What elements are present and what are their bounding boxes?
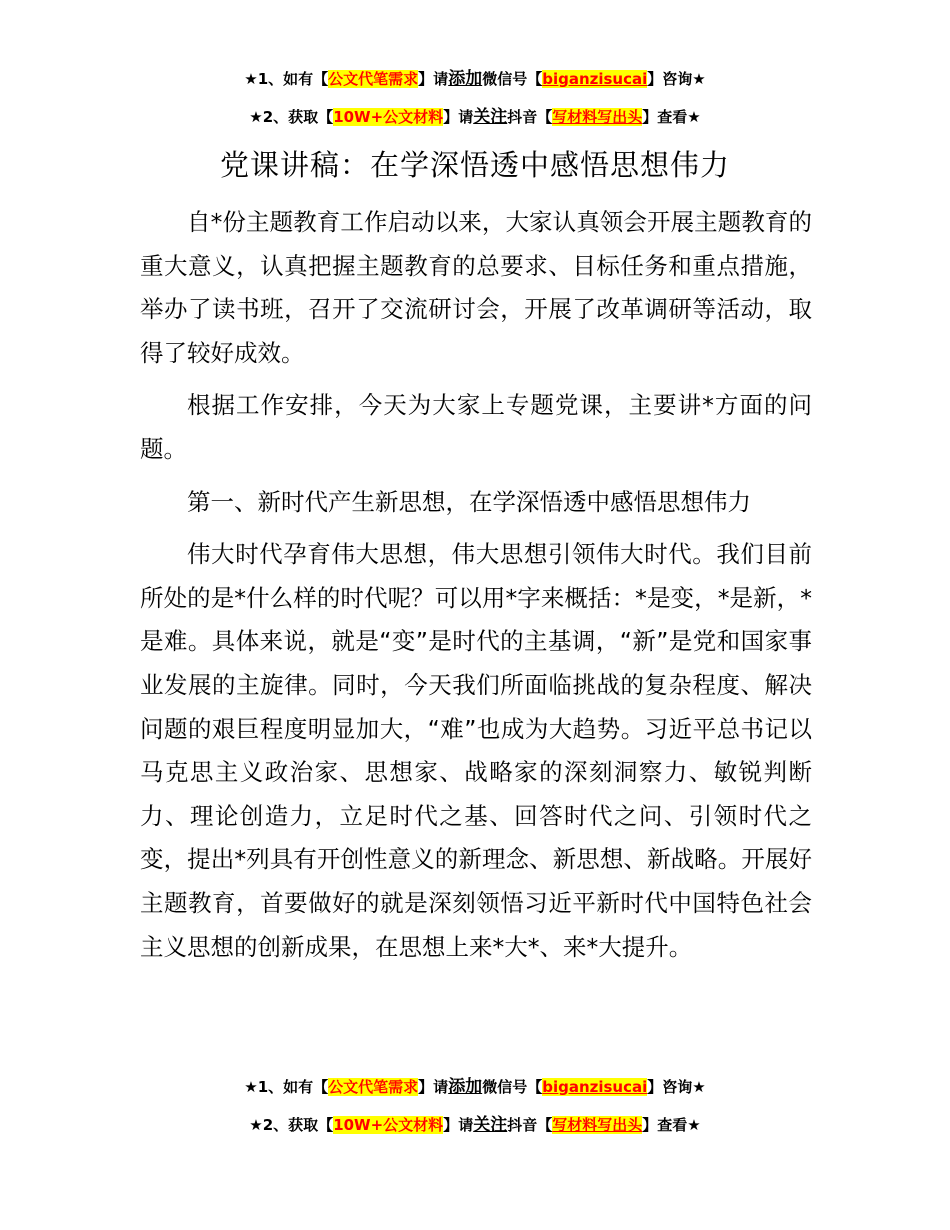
body-paragraph: 根据工作安排，今天为大家上专题党课，主要讲*方面的问题。: [140, 391, 812, 463]
body-paragraph: 伟大时代孕育伟大思想，伟大思想引领伟大时代。我们目前所处的是*什么样的时代呢？可以用*字来概括：*是变，*是新，*是难。具体来说，就是“变”是时代的主基调，“新”是党和国家事业发展的主旋律。同时，今天我们所面临挑战的复杂程度、解决问题的艰巨程度明显加大，“难”也成为大趋势。习近平总书记以马克思主义政治家、思想家、战略家的深刻洞察力、敏锐判断力、理论创造力，立足时代之基、回答时代之问、引领时代之变，提出*列具有开创性意义的新理念、新思想、新战略。开展好主题教育，首要做好的就是深刻领悟习近平新时代中国特色社会主义思想的创新成果，在思想上来*大*、来*大提升。: [140, 540, 812, 961]
document-body: [140, 201, 812, 978]
promo-text: 微信号【: [482, 70, 543, 88]
header-promo-line-2: [0, 106, 950, 128]
promo-prefix: ★1、如有【: [244, 1078, 329, 1096]
promo-highlight-service: 公文代笔需求: [328, 70, 419, 88]
footer-promo-line-1: [0, 1076, 950, 1098]
promo-emphasis: 添加: [448, 1077, 483, 1097]
promo-prefix: ★2、获取【: [249, 1116, 334, 1134]
promo-highlight-wechat-id: biganzisucai: [542, 70, 648, 88]
promo-highlight-douyin: 写材料写出头: [552, 1116, 643, 1134]
promo-emphasis: 添加: [448, 69, 483, 89]
promo-prefix: ★1、如有【: [244, 70, 329, 88]
promo-text: 】请: [443, 1116, 474, 1134]
header-promo-line-1: [0, 68, 950, 90]
promo-prefix: ★2、获取【: [249, 108, 334, 126]
promo-highlight-service: 公文代笔需求: [328, 1078, 419, 1096]
promo-highlight-materials: 10W+公文材料: [333, 1116, 444, 1134]
promo-suffix: 】咨询★: [647, 70, 706, 88]
promo-suffix: 】咨询★: [647, 1078, 706, 1096]
promo-text: 抖音【: [507, 108, 553, 126]
promo-suffix: 】查看★: [642, 108, 701, 126]
promo-suffix: 】查看★: [642, 1116, 701, 1134]
promo-text: 抖音【: [507, 1116, 553, 1134]
section-heading: 第一、新时代产生新思想，在学深悟透中感悟思想伟力: [187, 487, 751, 516]
promo-highlight-douyin: 写材料写出头: [552, 108, 643, 126]
promo-text: 】请: [443, 108, 474, 126]
promo-text: 】请: [418, 70, 449, 88]
promo-emphasis: 关注: [473, 107, 508, 127]
body-paragraph: 自*份主题教育工作启动以来，大家认真领会开展主题教育的重大意义，认真把握主题教育的总要求、目标任务和重点措施，举办了读书班，召开了交流研讨会，开展了改革调研等活动，取得了较好成效。: [140, 208, 812, 367]
document-title: 党课讲稿：在学深悟透中感悟思想伟力: [219, 148, 730, 182]
promo-highlight-materials: 10W+公文材料: [333, 108, 444, 126]
footer-promo-line-2: [0, 1114, 950, 1136]
promo-text: 微信号【: [482, 1078, 543, 1096]
promo-emphasis: 关注: [473, 1115, 508, 1135]
promo-text: 】请: [418, 1078, 449, 1096]
promo-highlight-wechat-id: biganzisucai: [542, 1078, 648, 1096]
